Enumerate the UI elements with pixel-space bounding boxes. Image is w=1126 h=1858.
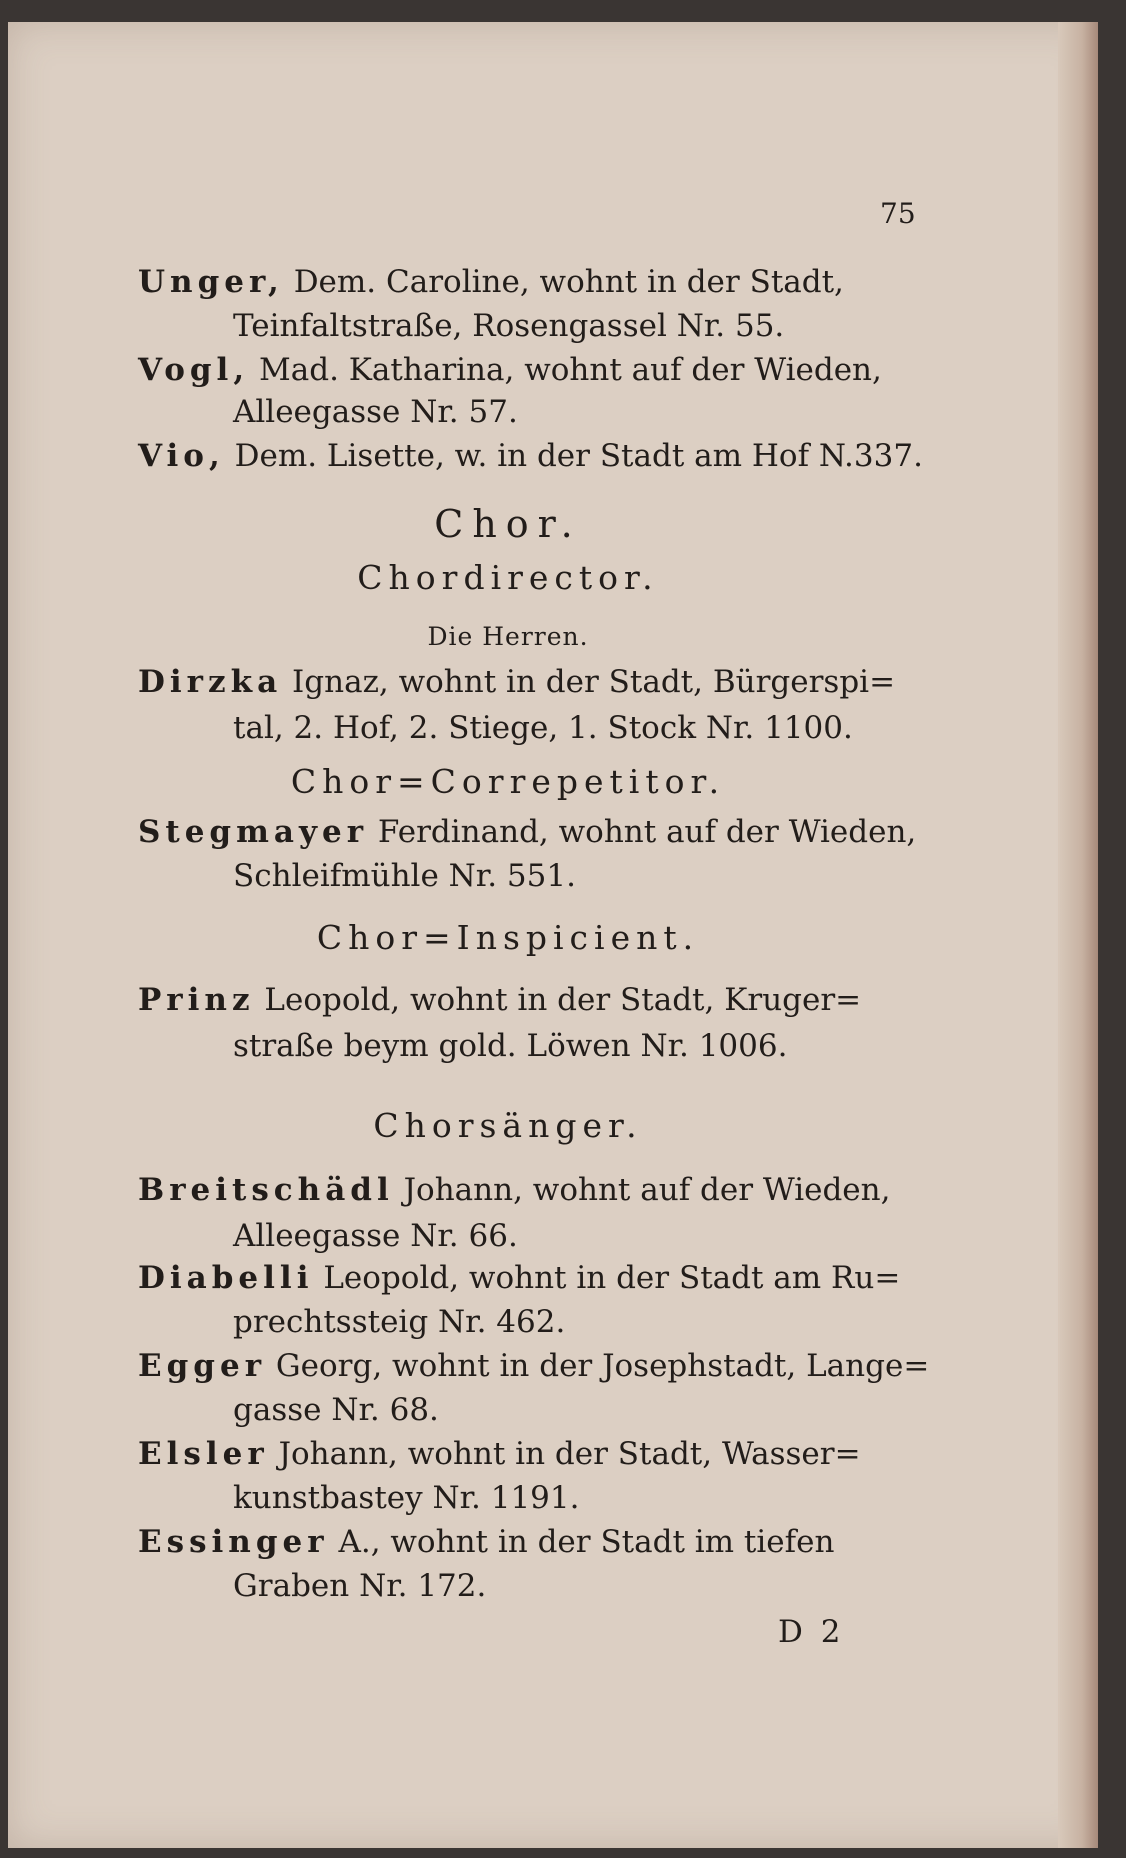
entry-line1: Ignaz, wohnt in der Stadt, Bürgerspi= xyxy=(292,664,896,700)
entry-line1: Dem. Caroline, wohnt in der Stadt, xyxy=(293,264,844,300)
entry-line2: tal, 2. Hof, 2. Stiege, 1. Stock Nr. 1100. xyxy=(233,710,853,746)
entry-name: Vogl, xyxy=(138,352,250,388)
entry-unger xyxy=(138,262,844,302)
heading-correpetitor: Chor=Correpetitor. xyxy=(290,762,726,801)
entry-line1: Dem. Lisette, w. in der Stadt am Hof N.337. xyxy=(234,438,923,474)
entry-line2: Teinfaltstraße, Rosengassel Nr. 55. xyxy=(233,308,785,344)
signature-mark: D 2 xyxy=(778,1614,845,1650)
entry-dirzka xyxy=(138,662,895,702)
subheading-herren: Die Herren. xyxy=(427,622,589,651)
entry-name: Stegmayer xyxy=(138,814,369,850)
entry-line2: kunstbastey Nr. 1191. xyxy=(233,1480,580,1516)
entry-essinger xyxy=(138,1522,834,1562)
entry-line2: prechtssteig Nr. 462. xyxy=(233,1304,566,1340)
entry-line1: Leopold, wohnt in der Stadt am Ru= xyxy=(323,1260,901,1296)
entry-line2: Alleegasse Nr. 57. xyxy=(233,394,518,430)
entry-line2: straße beym gold. Löwen Nr. 1006. xyxy=(233,1028,788,1064)
heading-chorsaenger: Chorsänger. xyxy=(373,1106,643,1145)
entry-line1: Leopold, wohnt in der Stadt, Kruger= xyxy=(264,982,862,1018)
entry-prinz xyxy=(138,980,861,1020)
entry-line1: A., wohnt in der Stadt im tiefen xyxy=(338,1524,835,1560)
entry-name: Elsler xyxy=(138,1436,269,1472)
entry-breitschaedl xyxy=(138,1170,890,1210)
entry-line1: Mad. Katharina, wohnt auf der Wieden, xyxy=(259,352,882,388)
entry-line1: Johann, wohnt in der Stadt, Wasser= xyxy=(278,1436,861,1472)
entry-line1: Ferdinand, wohnt auf der Wieden, xyxy=(377,814,917,850)
page-number: 75 xyxy=(880,197,916,230)
entry-elsler xyxy=(138,1434,861,1474)
entry-vogl xyxy=(138,350,882,390)
entry-name: Prinz xyxy=(138,982,255,1018)
page-edge xyxy=(1058,22,1098,1848)
entry-line2: gasse Nr. 68. xyxy=(233,1392,439,1428)
entry-name: Egger xyxy=(138,1348,267,1384)
entry-name: Essinger xyxy=(138,1524,329,1560)
entry-name: Unger, xyxy=(138,264,284,300)
entry-line2: Schleifmühle Nr. 551. xyxy=(233,858,576,894)
book-page xyxy=(8,22,1098,1848)
heading-inspicient: Chor=Inspicient. xyxy=(316,918,700,957)
entry-egger xyxy=(138,1346,929,1386)
entry-name: Diabelli xyxy=(138,1260,314,1296)
entry-vio xyxy=(138,436,923,476)
entry-line1: Georg, wohnt in der Josephstadt, Lange= xyxy=(275,1348,930,1384)
entry-line2: Graben Nr. 172. xyxy=(233,1568,487,1604)
heading-chordirector: Chordirector. xyxy=(357,558,659,597)
entry-name: Breitschädl xyxy=(138,1172,394,1208)
entry-diabelli xyxy=(138,1258,900,1298)
entry-name: Vio, xyxy=(138,438,225,474)
entry-name: Dirzka xyxy=(138,664,283,700)
section-heading-chor: Chor. xyxy=(434,502,582,546)
entry-line2: Alleegasse Nr. 66. xyxy=(233,1218,518,1254)
entry-stegmayer xyxy=(138,812,916,852)
entry-line1: Johann, wohnt auf der Wieden, xyxy=(403,1172,891,1208)
